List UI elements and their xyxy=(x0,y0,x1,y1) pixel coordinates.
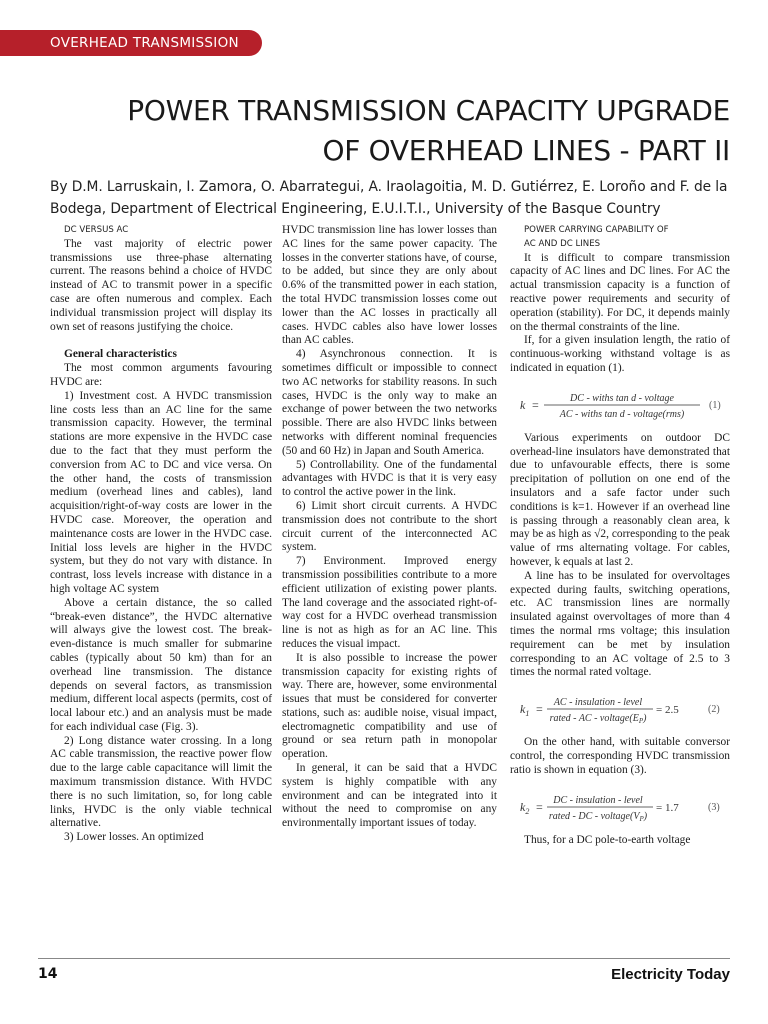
paragraph: 3) Lower losses. An optimized xyxy=(64,831,204,844)
article-title-line-1: POWER TRANSMISSION CAPACITY UPGRADE xyxy=(127,94,730,127)
footer-divider xyxy=(38,958,730,959)
equation-3 xyxy=(510,790,730,824)
eq2-denominator: rated - AC - voltage(E xyxy=(549,713,639,725)
paragraph: HVDC transmission line has lower losses than AC lines for the same power capacity. The losses in the converter stations have, of course, to be added, but since they are only about 0.6% of the transmitted power in each station, the total HVDC transmission losses come out lower than the AC losses in practically all cases. HVDC cables also have lower losses than AC cables. xyxy=(282,224,497,347)
svg-text:=: = xyxy=(536,702,543,717)
paragraph: In general, it can be said that a HVDC system is highly compatible with any environment and can be integrated into it without the need to compromise on any environmentally important issues of today. xyxy=(282,762,497,830)
page-number: 14 xyxy=(38,966,58,982)
column-3 xyxy=(510,224,730,847)
paragraph: 6) Limit short circuit currents. A HVDC transmission does not contribute to the short circuit current of the interconnected AC system. xyxy=(282,499,497,554)
eq3-lhs-sub: 2 xyxy=(525,806,530,816)
eq2-lhs: k xyxy=(520,702,526,717)
paragraph: It is difficult to compare transmission capacity of AC lines and DC lines. For AC the actual transmission capacity is a function of reactive power requirements and security of operation (stability). For DC, it depends mainly on the thermal constraints of the line. xyxy=(510,251,730,333)
paragraph: A line has to be insulated for overvoltages expected during faults, switching operations, etc. AC transmission lines are normally insulated against overvoltages of more than 4 times the normal rms voltage; this insulation requirement can be met by insulation corresponding to an AC voltage of 2.5 to 3 times the normal rated voltage. xyxy=(510,569,730,679)
eq1-tag: (1) xyxy=(709,399,721,411)
column-1 xyxy=(50,224,272,845)
eq2-lhs-sub: 1 xyxy=(525,709,530,719)
paragraph: Thus, for a DC pole-to-earth voltage xyxy=(524,833,691,846)
eq3-tag: (3) xyxy=(708,801,720,813)
section-tab xyxy=(0,30,262,56)
subheading: General characteristics xyxy=(64,348,177,361)
paragraph: 2) Long distance water crossing. In a long AC cable transmission, the reactive power flow due to the large cable capacitance will limit the maximum transmission distance. With HVDC there is no such limitation, so, for long cable links, HVDC is the only viable technical alternative. xyxy=(50,734,272,830)
magazine-name: Electricity Today xyxy=(611,966,730,983)
eq1-lhs: k xyxy=(520,397,526,412)
svg-text:k1 xyxy=(520,702,529,718)
section-tab-label: OVERHEAD TRANSMISSION xyxy=(50,35,239,51)
paragraph: 5) Controllability. One of the fundamental advantages with HVDC is that it is very easy to control the active power in the link. xyxy=(282,458,497,499)
eq3-rhs: = 1.7 xyxy=(656,801,679,814)
paragraph: The vast majority of electric power transmissions use three-phase alternating current. The reasons behind a choice of HVDC instead of AC to transmit power in a specific case are often numerous and complex. Each individual transmission project will display its own set of reasons justifying the choice. xyxy=(50,237,272,333)
eq3-denominator-sub: P xyxy=(639,814,644,823)
eq1-denominator: AC - withs tan d - voltage(rms) xyxy=(559,408,685,420)
eq2-tag: (2) xyxy=(708,704,720,716)
column-heading-line-2: AC AND DC LINES xyxy=(524,238,601,249)
equation-1 xyxy=(510,388,730,422)
svg-text:=: = xyxy=(536,799,543,814)
paragraph: Above a certain distance, the so called “break-even distance”, the HVDC alternative will always give the lowest cost. The break-even-distance is much smaller for submarine cables (typically about 50 km) than for an overhead line transmission. The distance depends on several factors, as transmission medium, different local aspects (permits, cost of local labour etc.) and an analysis must be made for each individual case (Fig. 3). xyxy=(50,596,272,733)
eq2-denominator-sub: P xyxy=(638,717,644,726)
eq1-numerator: DC - withs tan d - voltage xyxy=(570,392,674,404)
column-heading: DC VERSUS AC xyxy=(64,225,129,235)
paragraph: 1) Investment cost. A HVDC transmission line costs less than an AC line for the same transmission capacity. However, the terminal stations are more expensive in the HVDC case due to the fact that they must perform the conversion from AC to DC and vice versa. On the other hand, the costs of transmission medium (overhead lines and cables), land acquisition/right-of-way costs are lower in the HVDC case. Moreover, the operation and maintenance costs are lower in the HVDC case. Initial loss levels are higher in the HVDC system, but they do not vary with distance. In contrast, loss levels increase with distance in a high voltage AC system xyxy=(50,389,272,595)
svg-text:rated - DC - voltage(VP): rated - DC - $voltage(V_P)$ xyxy=(548,810,648,823)
column-2 xyxy=(282,224,497,831)
article-title-line-2: OF OVERHEAD LINES - PART II xyxy=(322,134,730,167)
eq3-numerator: DC - insulation - level xyxy=(553,794,643,806)
eq3-denominator: rated - DC - voltage(V xyxy=(548,810,640,822)
svg-text:=: = xyxy=(532,397,539,412)
paragraph: 7) Environment. Improved energy transmission possibilities contribute to a more efficient utilization of existing power plants. The land coverage and the associated right-of-way cost for a HVDC overhead transmission line is not as high as for an AC line. This reduces the visual impact. xyxy=(282,555,497,650)
svg-text:rated - AC - voltage(EP): rated - AC - $voltage(E_P)$ xyxy=(549,713,647,726)
byline: By D.M. Larruskain, I. Zamora, O. Abarrategui, A. Iraolagoitia, M. D. Gutiérrez, E. Loroño and F. de la Bodega, Department of Electrical Engineering, E.U.I.T.I., University of the Basque Country xyxy=(50,179,728,217)
paragraph: If, for a given insulation length, the ratio of continuous-working withstand voltage is as indicated in equation (1). xyxy=(510,334,730,374)
eq2-numerator: AC - insulation - level xyxy=(553,697,643,709)
eq3-lhs: k xyxy=(520,799,526,814)
column-heading-line-1: POWER CARRYING CAPABILITY OF xyxy=(524,225,669,235)
paragraph: It is also possible to increase the power transmission capacity for existing rights of way. There are, however, some environmental issues that must be considered for converter stations, such as: audible noise, visual impact, electromagnetic compatibility and use of ground or sea return path in monopolar operation. xyxy=(282,651,497,761)
paragraph: On the other hand, with suitable conversor control, the corresponding HVDC transmission ratio is shown in equation (3). xyxy=(510,736,730,776)
paragraph: The most common arguments favouring HVDC are: xyxy=(50,362,272,388)
paragraph: 4) Asynchronous connection. It is sometimes difficult or impossible to connect two AC networks for stability reasons. In such cases, HVDC is the only way to make an exchange of power between the two networks possible. There are also HVDC links between networks with different nominal frequencies (50 and 60 Hz) in Japan and South America. xyxy=(282,348,497,457)
equation-2 xyxy=(510,692,730,726)
eq2-rhs: = 2.5 xyxy=(656,704,679,717)
svg-text:k2 xyxy=(520,800,529,816)
paragraph: Various experiments on outdoor DC overhead-line insulators have demonstrated that due to unfavourable effects, there is some precipitation of pollution on one end of the insulators and a safe factor under such conditions is k=1. However if an overhead line is passing through a reasonably clean area, k may be as high as √2, corresponding to the peak value of rms alternating voltage. For cables, however, k equals at last 2. xyxy=(510,431,730,568)
